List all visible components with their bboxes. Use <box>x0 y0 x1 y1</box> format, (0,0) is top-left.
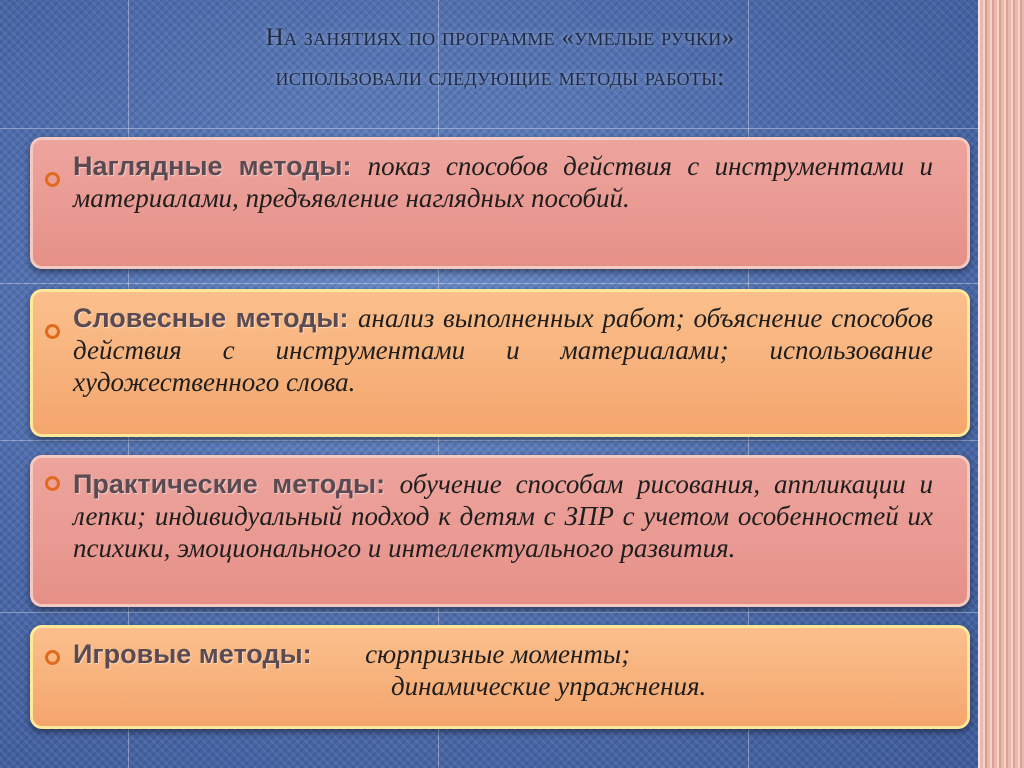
method-box-visual <box>30 137 970 269</box>
slide-title-line1: На занятиях по программе «умелые ручки» <box>265 24 735 51</box>
slide-title-line2: использовали следующие методы работы: <box>275 64 725 91</box>
bullet-icon <box>45 650 60 665</box>
method-description: анализ выполненных работ; объяснение способов действия с инструментами и материалами; использование художественного слова. <box>73 303 933 397</box>
method-description-line2: динамические упражнения. <box>391 671 707 701</box>
method-box-verbal <box>30 289 970 437</box>
method-description: обучение способам рисования, аппликации и лепки; индивидуальный подход к детям с ЗПР с учетом особенностей их психики, эмоционального и интеллектуального развития. <box>73 469 933 563</box>
method-term: Игровые методы: <box>73 639 320 669</box>
bullet-icon <box>45 476 60 491</box>
method-description: показ способов действия с инструментами и материалами, предъявление наглядных пособий. <box>73 151 933 213</box>
grid-line <box>0 440 1024 441</box>
bullet-icon <box>45 324 60 339</box>
slide-title <box>40 18 960 98</box>
method-term: Наглядные методы: <box>73 151 368 181</box>
method-description-line1: сюрпризные моменты; <box>365 639 631 669</box>
grid-line <box>0 128 1024 129</box>
method-box-practical <box>30 455 970 607</box>
bullet-icon <box>45 172 60 187</box>
decorative-side-strip <box>978 0 1024 768</box>
method-term: Практические методы: <box>73 469 400 499</box>
method-box-game <box>30 625 970 729</box>
grid-line <box>0 283 1024 284</box>
method-term: Словесные методы: <box>73 303 359 333</box>
grid-line <box>0 612 1024 613</box>
